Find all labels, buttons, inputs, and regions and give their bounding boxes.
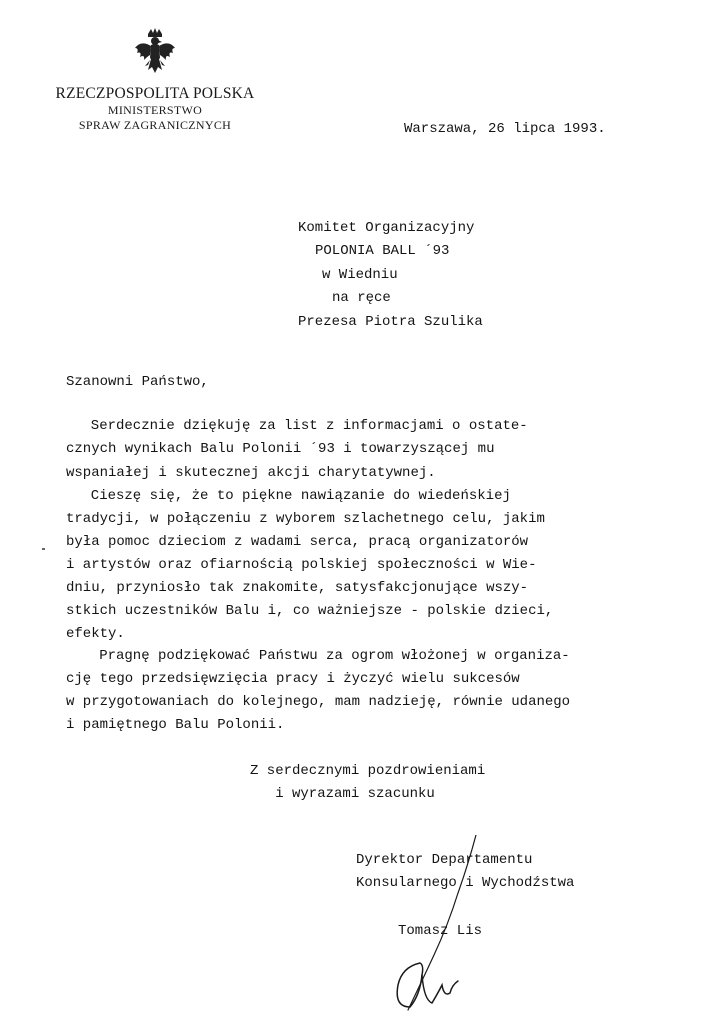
body-line: była pomoc dzieciom z wadami serca, pracą organizatorów xyxy=(66,534,529,550)
closing-line: Z serdecznymi pozdrowieniami xyxy=(250,763,486,779)
letterhead-ministry-line1: MINISTERSTWO xyxy=(107,103,203,117)
body-line: stkich uczestników Balu i, co ważniejsze - polskie dzieci, xyxy=(66,603,554,619)
signatory-title-line1: Dyrektor Departamentu xyxy=(356,852,533,868)
scan-artifact xyxy=(42,548,45,550)
polish-eagle-emblem-icon xyxy=(133,28,177,78)
letterhead-country: RZECZPOSPOLITA POLSKA xyxy=(55,85,255,102)
body-line: Serdecznie dziękuję za list z informacjami o ostate- xyxy=(74,418,528,434)
salutation: Szanowni Państwo, xyxy=(66,374,209,390)
body-line: efekty. xyxy=(66,626,125,642)
body-line: cję tego przedsięwzięcia pracy i życzyć wielu sukcesów xyxy=(66,671,520,687)
body-line: wspaniałej i skutecznej akcji charytatywnej. xyxy=(66,465,436,481)
letterhead-ministry-line2: SPRAW ZAGRANICZNYCH xyxy=(78,118,232,132)
body-line: Pragnę podziękować Państwu za ogrom włożonej w organiza- xyxy=(74,648,570,664)
body-line: dniu, przyniosło tak znakomite, satysfakcjonujące wszy- xyxy=(66,580,529,596)
letter-date: Warszawa, 26 lipca 1993. xyxy=(404,121,606,137)
letterhead xyxy=(40,28,270,133)
addressee-line: Prezesa Piotra Szulika xyxy=(298,314,483,330)
body-line: i artystów oraz ofiarnością polskiej społeczności w Wie- xyxy=(66,557,537,573)
body-line: i pamiętnego Balu Polonii. xyxy=(66,717,285,733)
addressee-line: w Wiedniu xyxy=(322,267,398,283)
body-line: Cieszę się, że to piękne nawiązanie do wiedeńskiej xyxy=(74,488,511,504)
addressee-line: POLONIA BALL ´93 xyxy=(315,243,450,259)
body-line: cznych wynikach Balu Polonii ´93 i towarzyszącej mu xyxy=(66,441,495,457)
body-line: tradycji, w połączeniu z wyborem szlachetnego celu, jakim xyxy=(66,511,545,527)
closing-line: i wyrazami szacunku xyxy=(250,786,435,802)
addressee-line: na ręce xyxy=(332,290,391,306)
body-line: w przygotowaniach do kolejnego, mam nadzieję, równie udanego xyxy=(66,694,571,710)
handwritten-signature xyxy=(380,835,490,1015)
signatory-title-line2: Konsularnego i Wychodźstwa xyxy=(356,875,575,891)
signatory-name: Tomasz Lis xyxy=(398,923,483,939)
addressee-line: Komitet Organizacyjny xyxy=(298,220,475,236)
